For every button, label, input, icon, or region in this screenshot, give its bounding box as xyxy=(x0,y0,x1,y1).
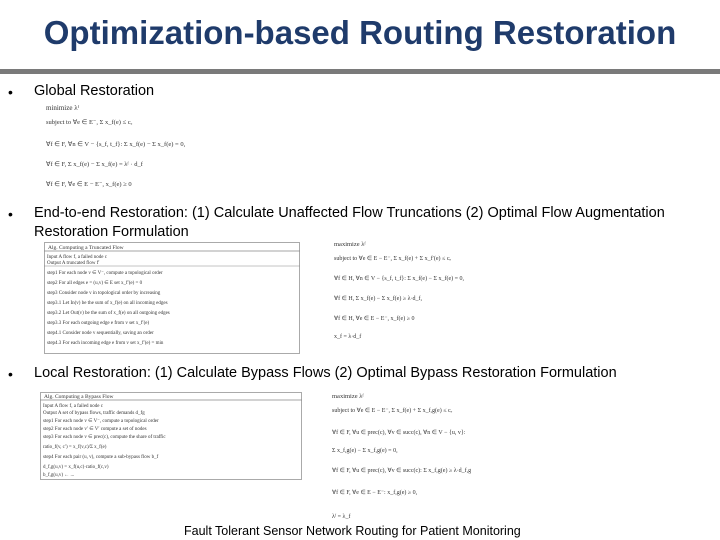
svg-text:∀f ∈ H, ∀n ∈ V − {s_f, t_f}:: ∀f ∈ H, ∀n ∈ V − {s_f, t_f}: Σ x_f(e) − Σ x_f(e) = 0, xyxy=(334,276,464,282)
svg-text:subject to ∀e ∈ E − E⁻, Σ x: subject to ∀e ∈ E − E⁻, Σ x_f(e) + Σ x_f′(e) ≤ cₑ xyxy=(334,256,452,262)
svg-text:∀f ∈ F, ∀u ∈ prec(c), ∀v ∈ suc: ∀f ∈ F, ∀u ∈ prec(c), ∀v ∈ succ(c): Σ x_f,g(e) ≥ λ·d_f,g xyxy=(332,468,472,474)
bullet-marker: • xyxy=(8,84,13,100)
svg-text:Output A set of bypass flows,: Output A set of bypass flows, traffic demands d_fg xyxy=(43,411,145,416)
truncated-flow-algorithm-image xyxy=(44,242,300,354)
svg-text:Alg. Computing a Bypass Flow: Alg. Computing a Bypass Flow xyxy=(44,394,114,400)
bullet-marker: • xyxy=(8,206,13,222)
svg-text:step2 For each node v′ ∈ V′: step2 For each node v′ ∈ V′ compute a set of nodes xyxy=(43,427,147,432)
svg-text:Input A flow f, a failed no: Input A flow f, a failed node c xyxy=(47,255,107,260)
svg-text:∀f ∈ F, ∀u ∈ prec(c), ∀v ∈ suc: ∀f ∈ F, ∀u ∈ prec(c), ∀v ∈ succ(c), ∀n ∈ V − {u, v}: xyxy=(332,430,466,436)
svg-text:Output A truncated flow f′: Output A truncated flow f′ xyxy=(47,261,100,266)
global-restoration-formulation-image xyxy=(44,102,344,194)
svg-text:∀f ∈ F, ∀n ∈ V − {s_f, t_f}:: ∀f ∈ F, ∀n ∈ V − {s_f, t_f}: Σ x_f(e) − Σ x_f(e) = 0, xyxy=(46,141,186,148)
svg-text:minimize λᶠ: minimize λᶠ xyxy=(46,104,80,112)
svg-text:λᶠ = λ_f: λᶠ = λ_f xyxy=(332,514,351,520)
svg-text:subject to ∀e ∈ E − E⁻, Σ x_: subject to ∀e ∈ E − E⁻, Σ x_f(e) + Σ x_f,g(e) ≤ cₑ xyxy=(332,408,453,414)
svg-text:subject to ∀e ∈ E⁻, Σ x_f(: subject to ∀e ∈ E⁻, Σ x_f(e) ≤ cₑ xyxy=(46,119,133,126)
svg-text:step3.3 For each outgoing ed: step3.3 For each outgoing edge e from v set x_f′(e) xyxy=(47,321,150,326)
svg-text:step1 For each node v ∈ V⁻,: step1 For each node v ∈ V⁻, compute a topological order xyxy=(47,271,163,276)
svg-text:∀f ∈ F, ∀e ∈ E − E⁻: x_f,g(e): ∀f ∈ F, ∀e ∈ E − E⁻: x_f,g(e) ≥ 0, xyxy=(332,490,418,496)
svg-text:step3.1 Let In(v) be the sum: step3.1 Let In(v) be the sum of x_f(e) on all incoming edges xyxy=(47,301,168,306)
svg-text:step3 For each node v ∈ pre: step3 For each node v ∈ prec(c), compute the share of traffic xyxy=(43,435,166,440)
bypass-flow-algorithm-image xyxy=(40,392,302,480)
svg-text:x_f = λ·d_f: x_f = λ·d_f xyxy=(334,334,362,340)
svg-text:Σ x_f,g(e) − Σ x_f,g(e) = 0,: Σ x_f,g(e) − Σ x_f,g(e) = 0, xyxy=(332,448,398,454)
svg-text:ratio_f(v, c′) = x_f(v,c)/Σ x_: ratio_f(v, c′) = x_f(v,c)/Σ x_f(e) xyxy=(43,445,107,450)
svg-text:step3 Consider node v in to: step3 Consider node v in topological order by increasing xyxy=(47,291,161,296)
svg-text:step3.2 Let Out(v) be the su: step3.2 Let Out(v) be the sum of x_f(e) on all outgoing edges xyxy=(47,311,170,316)
svg-text:step4.1 Consider node v sequ: step4.1 Consider node v sequentially, saving an order xyxy=(47,331,154,336)
svg-text:∀f ∈ H, Σ x_f(e) − Σ x_f(e): ∀f ∈ H, Σ x_f(e) − Σ x_f(e) ≥ λ·d_f, xyxy=(334,296,423,302)
svg-text:Input A flow f, a failed no: Input A flow f, a failed node c xyxy=(43,404,103,409)
bullet-global-restoration: Global Restoration xyxy=(34,83,155,99)
svg-text:∀f ∈ F, ∀e ∈ E − E⁻, x_f(e) ≥: ∀f ∈ F, ∀e ∈ E − E⁻, x_f(e) ≥ 0 xyxy=(46,181,132,188)
svg-text:step1 For each node v ∈ V⁻,: step1 For each node v ∈ V⁻, compute a topological order xyxy=(43,419,159,424)
svg-text:step4 For each pair (u, v),: step4 For each pair (u, v), compute a sub-bypass flow b_f xyxy=(43,455,159,460)
slide-title: Optimization-based Routing Restoration xyxy=(43,14,677,51)
flow-augmentation-formulation-image xyxy=(332,238,632,344)
bypass-restoration-formulation-image xyxy=(330,390,640,524)
title-divider xyxy=(0,69,720,74)
svg-text:maximize λᶠ: maximize λᶠ xyxy=(332,393,364,400)
bullet-marker: • xyxy=(8,366,13,382)
bullet-local-restoration: Local Restoration: (1) Calculate Bypass Flows (2) Optimal Bypass Restoration Formulation xyxy=(34,365,617,381)
svg-text:∀f ∈ F, Σ x_f(e) − Σ x_f(e): ∀f ∈ F, Σ x_f(e) − Σ x_f(e) = λᶠ · d_f xyxy=(46,161,143,168)
slide-footer: Fault Tolerant Sensor Network Routing for Patient Monitoring xyxy=(184,524,521,538)
svg-text:∀f ∈ H, ∀e ∈ E − E⁻, x_f(e) ≥: ∀f ∈ H, ∀e ∈ E − E⁻, x_f(e) ≥ 0 xyxy=(334,316,415,322)
svg-text:d_f,g(u,v) = x_f(u,c)·ratio_f(: d_f,g(u,v) = x_f(u,c)·ratio_f(c,v) xyxy=(43,465,109,470)
svg-text:step4.3 For each incoming ed: step4.3 For each incoming edge e from v set x_f′(e) = min xyxy=(47,341,164,346)
svg-text:b_f,g(u,v) ← ...: b_f,g(u,v) ← ... xyxy=(43,473,75,478)
svg-text:maximize λᶠ: maximize λᶠ xyxy=(334,241,366,248)
svg-text:step2 For all edges e = (u,: step2 For all edges e = (u,v) ∈ E set x_f′(e) = 0 xyxy=(47,281,143,286)
svg-text:Alg. Computing a Truncated Fl: Alg. Computing a Truncated Flow xyxy=(48,245,124,251)
bullet-end-to-end-restoration: End-to-end Restoration: (1) Calculate Unaffected Flow Truncations (2) Optimal Flow Augmentation Restoration Formulation xyxy=(34,205,665,240)
